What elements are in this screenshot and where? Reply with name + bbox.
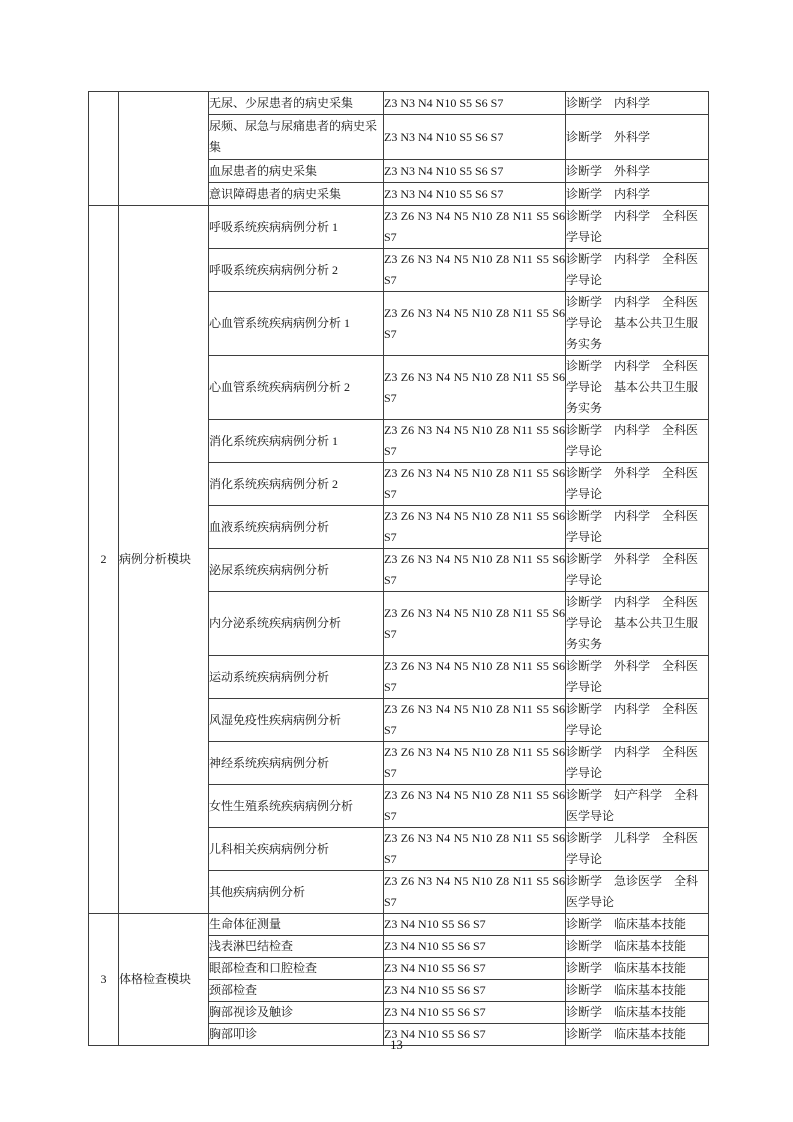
subjects-cell: 诊断学 临床基本技能 xyxy=(566,980,709,1002)
topic-cell: 生命体征测量 xyxy=(209,914,384,936)
topic-cell: 女性生殖系统疾病病例分析 xyxy=(209,785,384,828)
topic-cell: 消化系统疾病病例分析 2 xyxy=(209,463,384,506)
codes-cell: Z3 N3 N4 N10 S5 S6 S7 xyxy=(384,92,566,115)
codes-cell: Z3 Z6 N3 N4 N5 N10 Z8 N11 S5 S6 S7 xyxy=(384,506,566,549)
codes-cell: Z3 N3 N4 N10 S5 S6 S7 xyxy=(384,183,566,206)
subjects-cell: 诊断学 内科学 全科医学导论 xyxy=(566,699,709,742)
topic-cell: 胸部叩诊 xyxy=(209,1024,384,1046)
subjects-cell: 诊断学 临床基本技能 xyxy=(566,936,709,958)
subjects-cell: 诊断学 内科学 全科医学导论 xyxy=(566,742,709,785)
topic-cell: 其他疾病病例分析 xyxy=(209,871,384,914)
subjects-cell: 诊断学 内科学 全科医学导论 xyxy=(566,206,709,249)
module-name-cell xyxy=(119,92,209,206)
topic-cell: 血液系统疾病病例分析 xyxy=(209,506,384,549)
subjects-cell: 诊断学 外科学 全科医学导论 xyxy=(566,656,709,699)
topic-cell: 尿频、尿急与尿痛患者的病史采集 xyxy=(209,115,384,160)
topic-cell: 眼部检查和口腔检查 xyxy=(209,958,384,980)
codes-cell: Z3 N4 N10 S5 S6 S7 xyxy=(384,1002,566,1024)
codes-cell: Z3 N4 N10 S5 S6 S7 xyxy=(384,914,566,936)
codes-cell: Z3 Z6 N3 N4 N5 N10 Z8 N11 S5 S6 S7 xyxy=(384,785,566,828)
page-number: 13 xyxy=(390,1038,403,1052)
codes-cell: Z3 Z6 N3 N4 N5 N10 Z8 N11 S5 S6 S7 xyxy=(384,463,566,506)
topic-cell: 胸部视诊及触诊 xyxy=(209,1002,384,1024)
codes-cell: Z3 Z6 N3 N4 N5 N10 Z8 N11 S5 S6 S7 xyxy=(384,871,566,914)
codes-cell: Z3 Z6 N3 N4 N5 N10 Z8 N11 S5 S6 S7 xyxy=(384,206,566,249)
codes-cell: Z3 Z6 N3 N4 N5 N10 Z8 N11 S5 S6 S7 xyxy=(384,549,566,592)
codes-cell: Z3 Z6 N3 N4 N5 N10 Z8 N11 S5 S6 S7 xyxy=(384,828,566,871)
topic-cell: 呼吸系统疾病病例分析 1 xyxy=(209,206,384,249)
table-row xyxy=(89,914,709,936)
subjects-cell: 诊断学 内科学 全科医学导论 基本公共卫生服务实务 xyxy=(566,592,709,656)
codes-cell: Z3 N4 N10 S5 S6 S7 xyxy=(384,936,566,958)
topic-cell: 无尿、少尿患者的病史采集 xyxy=(209,92,384,115)
subjects-cell: 诊断学 内科学 全科医学导论 基本公共卫生服务实务 xyxy=(566,292,709,356)
subjects-cell: 诊断学 内科学 xyxy=(566,183,709,206)
subjects-cell: 诊断学 急诊医学 全科医学导论 xyxy=(566,871,709,914)
codes-cell: Z3 Z6 N3 N4 N5 N10 Z8 N11 S5 S6 S7 xyxy=(384,656,566,699)
topic-cell: 浅表淋巴结检查 xyxy=(209,936,384,958)
subjects-cell: 诊断学 外科学 全科医学导论 xyxy=(566,549,709,592)
course-module-table xyxy=(88,91,709,1046)
module-name-cell: 病例分析模块 xyxy=(119,206,209,914)
subjects-cell: 诊断学 外科学 全科医学导论 xyxy=(566,463,709,506)
topic-cell: 心血管系统疾病病例分析 2 xyxy=(209,356,384,420)
topic-cell: 消化系统疾病病例分析 1 xyxy=(209,420,384,463)
codes-cell: Z3 Z6 N3 N4 N5 N10 Z8 N11 S5 S6 S7 xyxy=(384,592,566,656)
topic-cell: 血尿患者的病史采集 xyxy=(209,160,384,183)
subjects-cell: 诊断学 临床基本技能 xyxy=(566,958,709,980)
subjects-cell: 诊断学 临床基本技能 xyxy=(566,1002,709,1024)
subjects-cell: 诊断学 外科学 xyxy=(566,115,709,160)
codes-cell: Z3 Z6 N3 N4 N5 N10 Z8 N11 S5 S6 S7 xyxy=(384,292,566,356)
topic-cell: 呼吸系统疾病病例分析 2 xyxy=(209,249,384,292)
topic-cell: 运动系统疾病病例分析 xyxy=(209,656,384,699)
codes-cell: Z3 Z6 N3 N4 N5 N10 Z8 N11 S5 S6 S7 xyxy=(384,249,566,292)
subjects-cell: 诊断学 妇产科学 全科医学导论 xyxy=(566,785,709,828)
topic-cell: 风湿免疫性疾病病例分析 xyxy=(209,699,384,742)
topic-cell: 意识障碍患者的病史采集 xyxy=(209,183,384,206)
topic-cell: 心血管系统疾病病例分析 1 xyxy=(209,292,384,356)
codes-cell: Z3 Z6 N3 N4 N5 N10 Z8 N11 S5 S6 S7 xyxy=(384,699,566,742)
codes-cell: Z3 N4 N10 S5 S6 S7 xyxy=(384,1024,566,1046)
table-row xyxy=(89,206,709,249)
subjects-cell: 诊断学 内科学 全科医学导论 xyxy=(566,506,709,549)
subjects-cell: 诊断学 内科学 全科医学导论 xyxy=(566,249,709,292)
section-number-cell: 3 xyxy=(89,914,119,1046)
table-row xyxy=(89,92,709,115)
codes-cell: Z3 N3 N4 N10 S5 S6 S7 xyxy=(384,160,566,183)
topic-cell: 内分泌系统疾病病例分析 xyxy=(209,592,384,656)
topic-cell: 泌尿系统疾病病例分析 xyxy=(209,549,384,592)
codes-cell: Z3 N4 N10 S5 S6 S7 xyxy=(384,958,566,980)
subjects-cell: 诊断学 临床基本技能 xyxy=(566,1024,709,1046)
codes-cell: Z3 Z6 N3 N4 N5 N10 Z8 N11 S5 S6 S7 xyxy=(384,356,566,420)
subjects-cell: 诊断学 临床基本技能 xyxy=(566,914,709,936)
subjects-cell: 诊断学 儿科学 全科医学导论 xyxy=(566,828,709,871)
codes-cell: Z3 N3 N4 N10 S5 S6 S7 xyxy=(384,115,566,160)
topic-cell: 颈部检查 xyxy=(209,980,384,1002)
section-number-cell: 2 xyxy=(89,206,119,914)
section-number-cell xyxy=(89,92,119,206)
subjects-cell: 诊断学 内科学 全科医学导论 xyxy=(566,420,709,463)
subjects-cell: 诊断学 内科学 xyxy=(566,92,709,115)
codes-cell: Z3 N4 N10 S5 S6 S7 xyxy=(384,980,566,1002)
module-name-cell: 体格检查模块 xyxy=(119,914,209,1046)
subjects-cell: 诊断学 外科学 xyxy=(566,160,709,183)
codes-cell: Z3 Z6 N3 N4 N5 N10 Z8 N11 S5 S6 S7 xyxy=(384,742,566,785)
topic-cell: 儿科相关疾病病例分析 xyxy=(209,828,384,871)
subjects-cell: 诊断学 内科学 全科医学导论 基本公共卫生服务实务 xyxy=(566,356,709,420)
topic-cell: 神经系统疾病病例分析 xyxy=(209,742,384,785)
codes-cell: Z3 Z6 N3 N4 N5 N10 Z8 N11 S5 S6 S7 xyxy=(384,420,566,463)
